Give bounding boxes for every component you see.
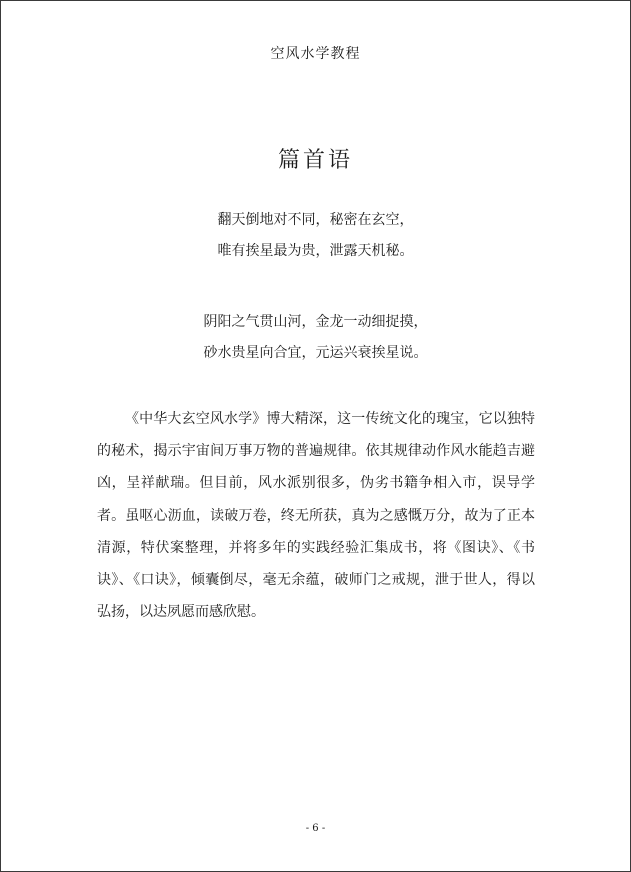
verse-stanza-2 [1,307,630,369]
verse-line: 阴阳之气贯山河，金龙一动细捉摸， [203,314,428,330]
running-header: 空风水学教程 [270,46,361,62]
verse-line: 砂水贵星向合宜，元运兴衰挨星说。 [203,345,428,361]
verse-line: 唯有挨星最为贵，泄露天机秘。 [217,243,414,259]
verse-line: 翻天倒地对不同，秘密在玄空， [217,212,414,228]
body-paragraph: 《中华大玄空风水学》博大精深，这一传统文化的瑰宝，它以独特的秘术，揭示宇宙间万事万物的普遍规律。依其规律动作风水能趋吉避凶，呈祥献瑞。但目前，风水派别很多，伪劣书籍争相入市，误导学者。虽呕心沥血，读破万卷，终无所获，真为之感慨万分，故为了正本清源，特伏案整理，并将多年的实践经验汇集成书，将《图诀》、《书诀》、《口诀》，倾囊倒尽，毫无余蕴，破师门之戒规，泄于世人，得以弘扬，以达夙愿而感欣慰。 [97,411,535,621]
page-number: - 6 - [305,823,326,834]
section-title: 篇首语 [277,148,353,173]
verse-stanza-1 [1,205,630,267]
